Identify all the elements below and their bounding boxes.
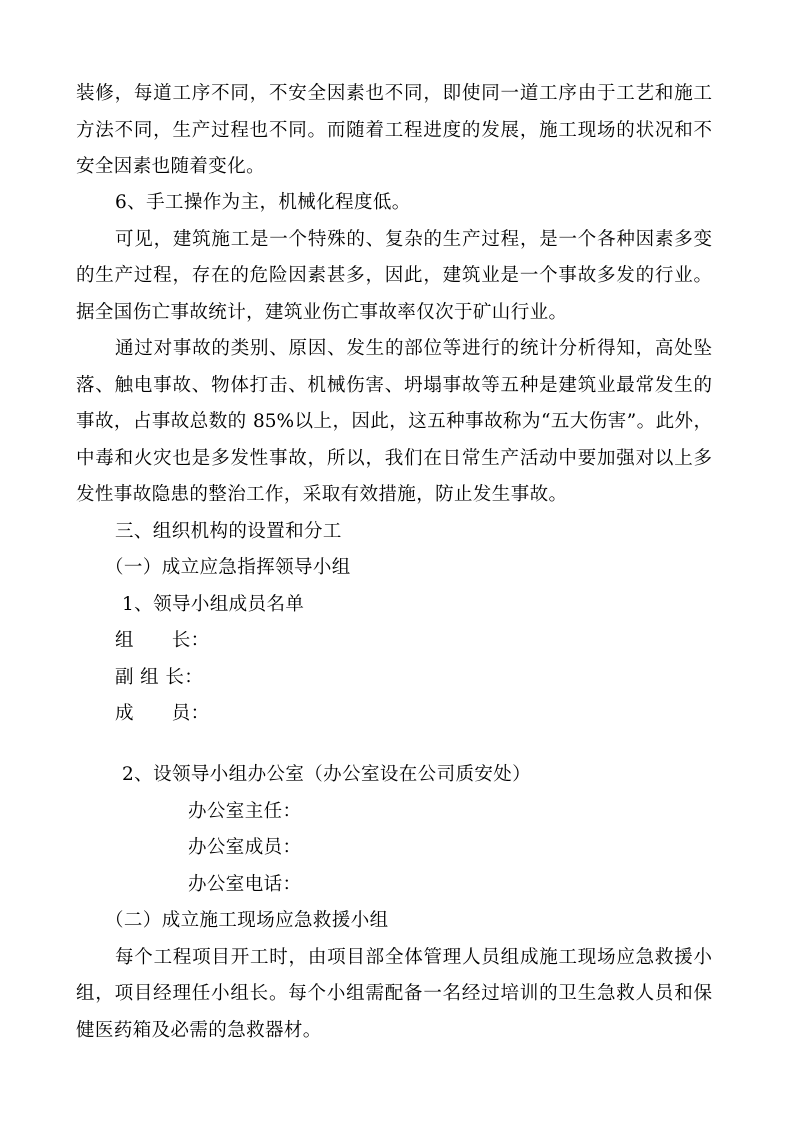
paragraph-line: 方法不同，生产过程也不同。而随着工程进度的发展，施工现场的状况和不 <box>76 120 712 141</box>
paragraph-line: 健医药箱及必需的急救器材。 <box>76 1020 322 1041</box>
office-director-label: 办公室主任： <box>188 801 302 822</box>
paragraph-line: 安全因素也随着变化。 <box>76 156 266 177</box>
paragraph-line: 装修，每道工序不同，不安全因素也不同，即使同一道工序由于工艺和施工 <box>76 83 712 104</box>
subsection-heading: （二）成立施工现场应急救援小组 <box>105 910 389 931</box>
leader-label: 组 长： <box>115 630 210 651</box>
deputy-leader-label: 副 组 长： <box>115 667 204 688</box>
subsection-heading: （一）成立应急指挥领导小组 <box>105 557 351 578</box>
paragraph-line: 可见，建筑施工是一个特殊的、复杂的生产过程，是一个各种因素多变 <box>115 229 712 250</box>
item-heading: 2、设领导小组办公室（办公室设在公司质安处） <box>122 764 532 785</box>
paragraph-line: 组，项目经理任小组长。每个小组需配备一名经过培训的卫生急救人员和保 <box>76 983 712 1004</box>
paragraph-line: 的生产过程，存在的危险因素甚多，因此，建筑业是一个事故多发的行业。 <box>76 265 712 286</box>
section-heading: 三、组织机构的设置和分工 <box>115 521 342 542</box>
paragraph-line: 据全国伤亡事故统计，建筑业伤亡事故率仅次于矿山行业。 <box>76 302 568 323</box>
list-item-6: 6、手工操作为主，机械化程度低。 <box>115 192 411 213</box>
paragraph-line: 落、触电事故、物体打击、机械伤害、坍塌事故等五种是建筑业最常发生的 <box>76 375 712 396</box>
paragraph-line: 事故，占事故总数的 85%以上，因此，这五种事故称为“五大伤害”。此外， <box>76 411 712 432</box>
item-heading: 1、领导小组成员名单 <box>122 594 305 615</box>
paragraph-line: 通过对事故的类别、原因、发生的部位等进行的统计分析得知，高处坠 <box>115 338 712 359</box>
paragraph-line: 中毒和火灾也是多发性事故，所以，我们在日常生产活动中要加强对以上多 <box>76 448 712 469</box>
paragraph-line: 发性事故隐患的整治工作，采取有效措施，防止发生事故。 <box>76 484 568 505</box>
office-members-label: 办公室成员： <box>188 837 302 858</box>
member-label: 成 员： <box>115 703 210 724</box>
paragraph-line: 每个工程项目开工时，由项目部全体管理人员组成施工现场应急救援小 <box>115 947 712 968</box>
office-phone-label: 办公室电话： <box>188 874 302 895</box>
